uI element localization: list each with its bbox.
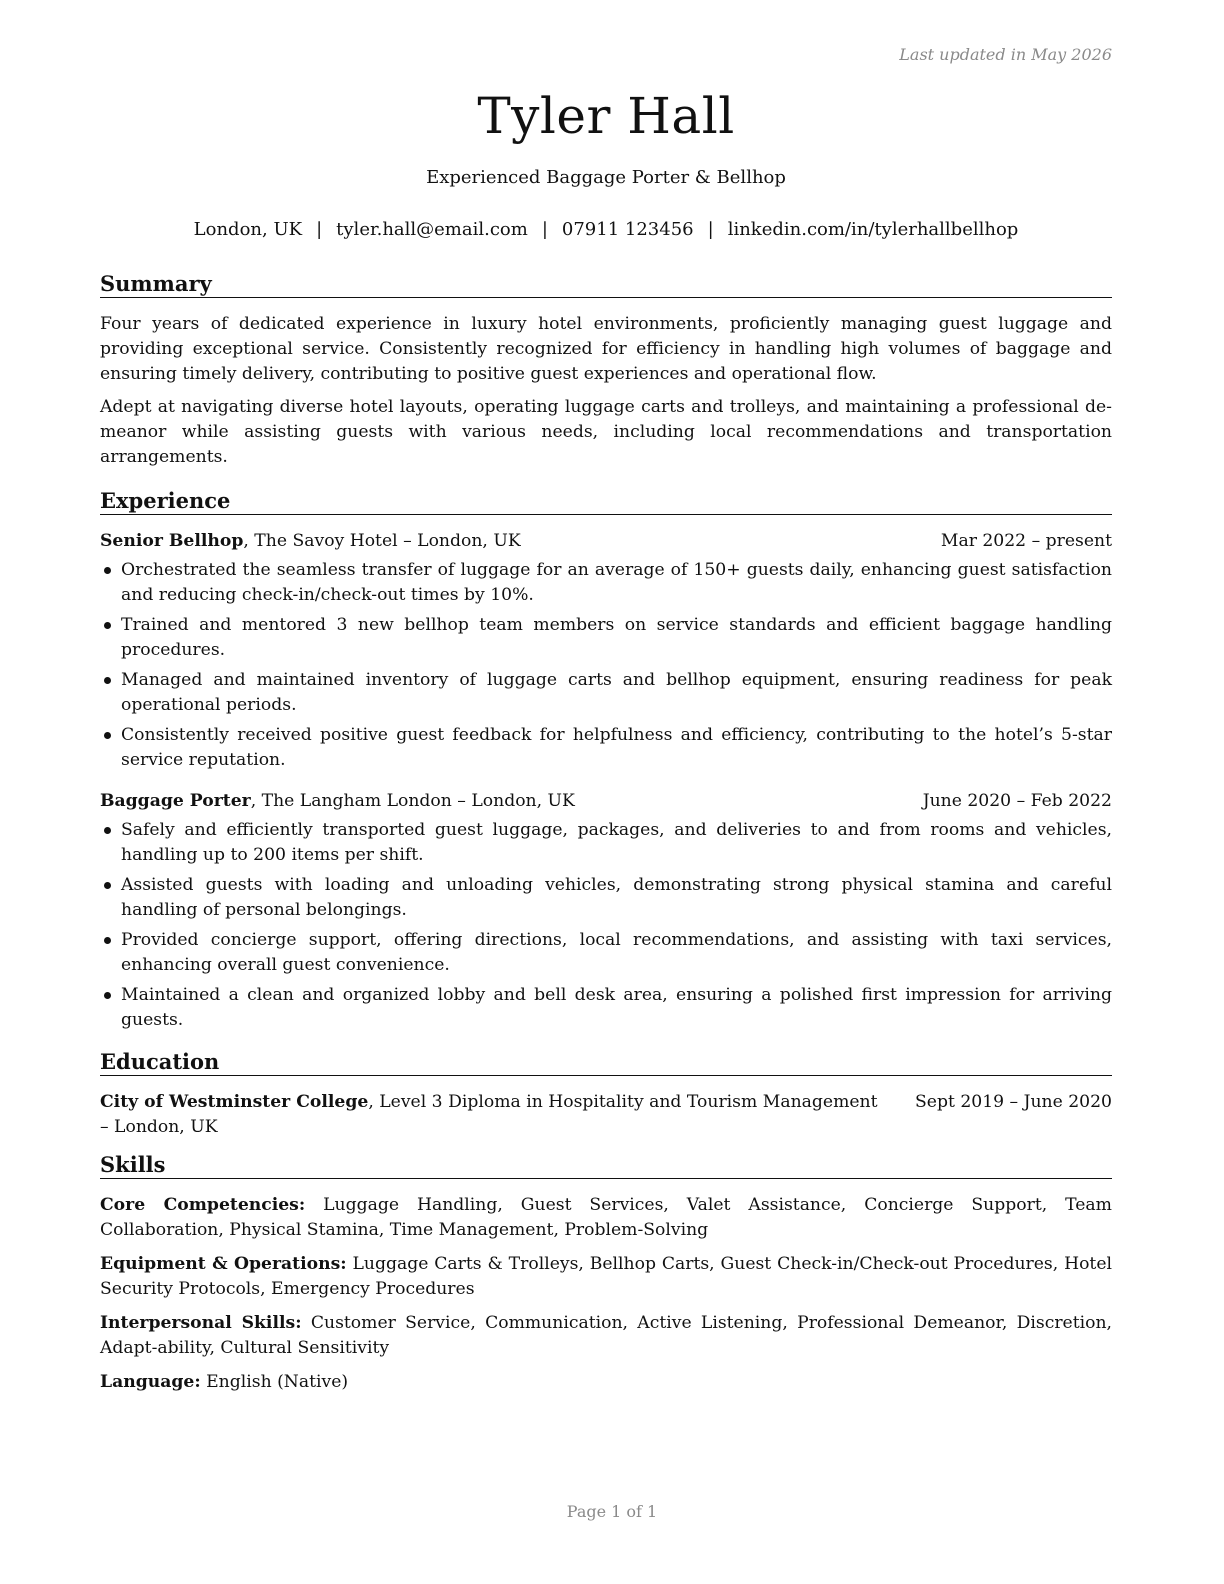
skill-label: Interpersonal Skills: bbox=[100, 1313, 302, 1333]
job-dates: Mar 2022 – present bbox=[940, 531, 1112, 551]
section-title-experience: Experience bbox=[100, 488, 1112, 515]
education-dates: Sept 2019 – June 2020 bbox=[915, 1092, 1112, 1112]
candidate-headline: Experienced Baggage Porter & Bellhop bbox=[426, 167, 786, 188]
job-bullet: Maintained a clean and organized lobby and bell desk area, ensuring a polished first impression for arriving guests. bbox=[100, 983, 1112, 1033]
education-program: , Level 3 Diploma in Hospitality and Tourism Management – London, UK bbox=[100, 1092, 878, 1137]
skill-value: Luggage Handling, Guest Services, Valet Assistance, Concierge Support, Team Collaboration, Physical Stamina, Time Management, Problem-Solving bbox=[100, 1195, 1112, 1240]
page-number: Page 1 of 1 bbox=[566, 1502, 658, 1521]
job-bullet: Managed and maintained inventory of luggage carts and bellhop equipment, ensuring readiness for peak operational periods. bbox=[100, 668, 1112, 718]
skill-label: Core Competencies: bbox=[100, 1195, 306, 1215]
job-bullet-list bbox=[100, 818, 1112, 1033]
job-bullet: Orchestrated the seamless transfer of luggage for an average of 150+ guests daily, enhancing guest satisfaction and reducing check-in/check-out times by 10%. bbox=[100, 558, 1112, 608]
education-detail bbox=[100, 1090, 880, 1140]
job-bullet: Assisted guests with loading and unloading vehicles, demonstrating strong physical stamina and careful handling of personal belongings. bbox=[100, 873, 1112, 923]
summary-paragraph: Adept at navigating diverse hotel layouts, operating luggage carts and trolleys, and maintaining a professional de-meanor while assisting guests with various needs, including local recommendations and transportation arrangements. bbox=[100, 397, 1112, 467]
education-entry bbox=[100, 1090, 1112, 1140]
job-role: Senior Bellhop bbox=[100, 531, 244, 551]
skill-line bbox=[100, 1370, 1112, 1395]
contact-email[interactable]: tyler.hall@email.com bbox=[336, 219, 528, 240]
skill-value: Customer Service, Communication, Active Listening, Professional Demeanor, Discretion, Adapt-ability, Cultural Sensitivity bbox=[100, 1313, 1112, 1358]
summary-paragraph: Four years of dedicated experience in luxury hotel environments, proficiently managing guest luggage and providing exceptional service. Consistently recognized for efficiency in handling high volumes of baggage and ensuring timely delivery, contributing to positive guest experiences and operational flow. bbox=[100, 314, 1112, 384]
contact-line bbox=[100, 219, 1112, 240]
job-header bbox=[100, 789, 1112, 814]
contact-linkedin[interactable]: linkedin.com/in/tylerhallbellhop bbox=[727, 219, 1019, 240]
job-dates: June 2020 – Feb 2022 bbox=[922, 791, 1112, 811]
candidate-name: Tyler Hall bbox=[477, 87, 735, 145]
skill-line bbox=[100, 1193, 1112, 1243]
job-bullet: Provided concierge support, offering directions, local recommendations, and assisting with taxi services, enhancing overall guest convenience. bbox=[100, 928, 1112, 978]
last-updated-note: Last updated in May 2026 bbox=[899, 45, 1112, 64]
skill-label: Language: bbox=[100, 1372, 201, 1392]
job-role-employer bbox=[100, 789, 575, 814]
skill-value: English (Native) bbox=[200, 1372, 349, 1392]
job-role: Baggage Porter bbox=[100, 791, 251, 811]
contact-separator: | bbox=[541, 219, 548, 240]
skill-line bbox=[100, 1252, 1112, 1302]
contact-phone[interactable]: 07911 123456 bbox=[561, 219, 694, 240]
job-bullet: Safely and efficiently transported guest luggage, packages, and deliveries to and from rooms and vehicles, handling up to 200 items per shift. bbox=[100, 818, 1112, 868]
job-role-employer bbox=[100, 529, 521, 554]
section-title-skills: Skills bbox=[100, 1152, 1112, 1179]
contact-separator: | bbox=[707, 219, 714, 240]
job-employer: , The Savoy Hotel – London, UK bbox=[243, 531, 521, 551]
job-header bbox=[100, 529, 1112, 554]
skill-label: Equipment & Operations: bbox=[100, 1254, 347, 1274]
skill-line bbox=[100, 1311, 1112, 1361]
job-employer: , The Langham London – London, UK bbox=[250, 791, 575, 811]
resume-content bbox=[100, 271, 1112, 1404]
contact-separator: | bbox=[316, 219, 323, 240]
section-title-education: Education bbox=[100, 1049, 1112, 1076]
contact-location: London, UK bbox=[193, 219, 303, 240]
section-title-summary: Summary bbox=[100, 271, 1112, 298]
resume-page bbox=[100, 0, 1112, 1584]
job-bullet: Consistently received positive guest feedback for helpfulness and efficiency, contributing to the hotel’s 5-star service reputation. bbox=[100, 723, 1112, 773]
education-school: City of Westminster College bbox=[100, 1092, 369, 1112]
job-bullet-list bbox=[100, 558, 1112, 773]
job-bullet: Trained and mentored 3 new bellhop team members on service standards and efficient baggage handling procedures. bbox=[100, 613, 1112, 663]
skill-value: Luggage Carts & Trolleys, Bellhop Carts, Guest Check-in/Check-out Procedures, Hotel Security Protocols, Emergency Procedures bbox=[100, 1254, 1112, 1299]
